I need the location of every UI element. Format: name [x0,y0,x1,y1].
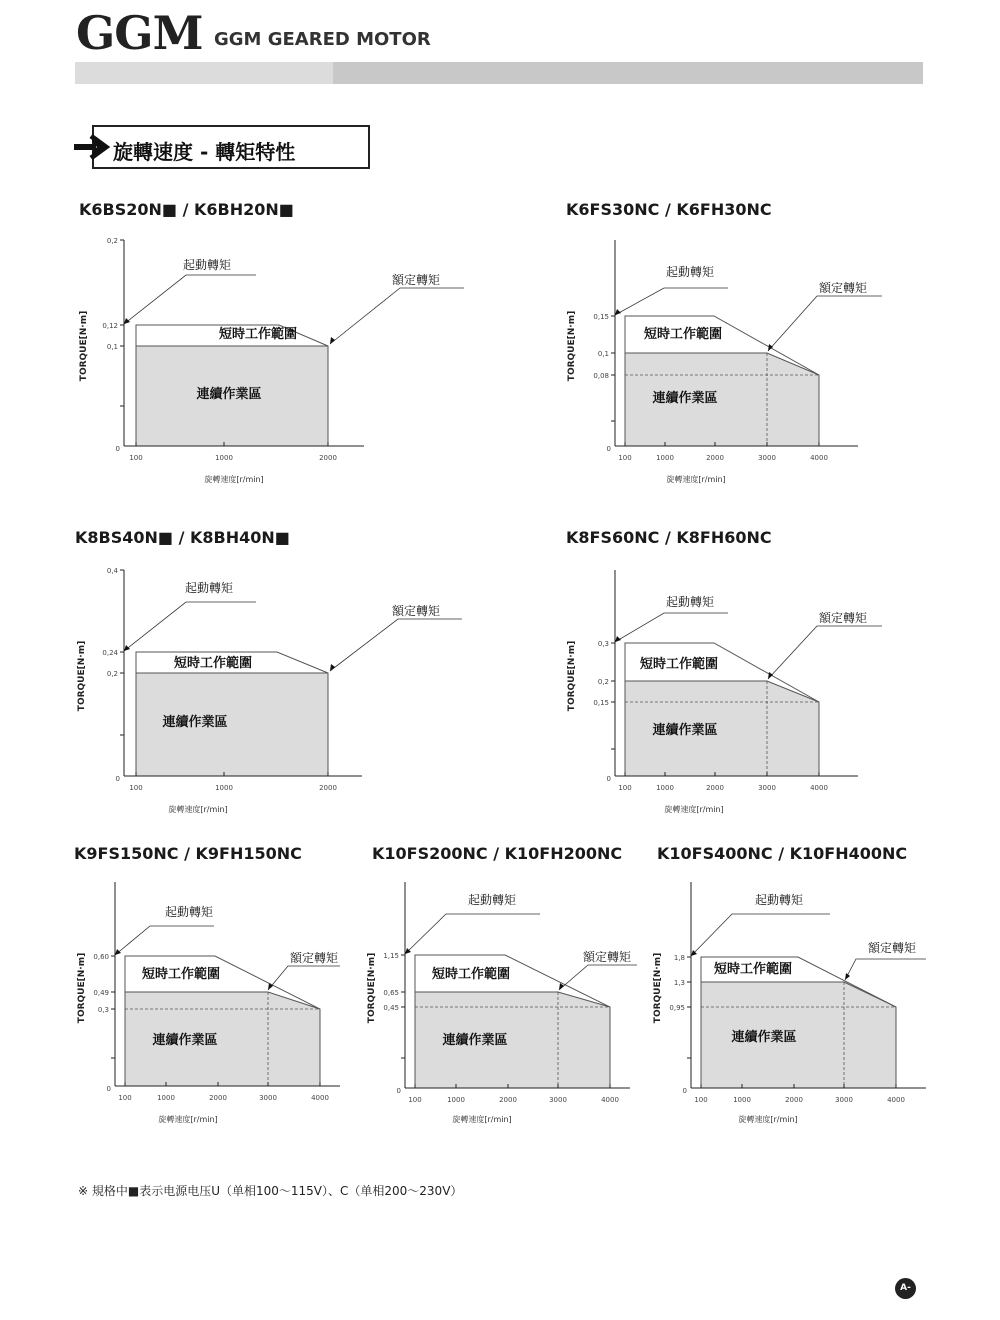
x-tick-label: 2000 [319,454,337,462]
brand-logo: GGM [76,6,203,60]
chart-title-k10b: K10FS400NC / K10FH400NC [657,844,908,863]
chart-title-k6f: K6FS30NC / K6FH30NC [566,200,772,219]
chart-title-k6b: K6BS20N■ / K6BH20N■ [79,200,294,219]
x-tick-label: 3000 [549,1096,567,1104]
x-tick-label: 4000 [601,1096,619,1104]
y-axis-title: TORQUE[N·m] [567,310,577,382]
starting-torque-leader [615,613,728,642]
y-tick-label: 0,12 [102,322,118,330]
footnote: ※ 規格中■表示电源电压U（单相100〜115V）、C（单相200〜230V） [78,1184,463,1198]
x-tick-label: 1000 [656,454,674,462]
rated-torque-leader [768,296,882,351]
header-bar-right [333,62,923,84]
x-tick-label: 100 [618,784,632,792]
x-tick-label: 100 [118,1094,132,1102]
y-axis-title: TORQUE[N·m] [79,310,89,382]
rated-torque-leader [559,965,637,990]
header-bar-left [75,62,333,84]
y-tick-label: 0,1 [106,343,118,351]
y-tick-label: 0,15 [593,699,609,707]
rated-torque-arrowhead [768,672,773,679]
continuous-range-label: 連續作業區 [652,391,718,406]
continuous-area-fill-tail [844,982,896,1088]
y-tick-label: 0,3 [97,1006,109,1014]
starting-torque-leader [615,288,728,315]
starting-torque-leader [115,926,214,955]
y-tick-label: 0,08 [593,372,609,380]
y-tick-label: 0,24 [102,649,118,657]
x-tick-label: 100 [694,1096,708,1104]
x-axis-title: 旋轉速度[r/min] [158,1115,218,1124]
starting-torque-label: 起動轉矩 [468,893,517,907]
x-tick-label: 4000 [887,1096,905,1104]
starting-torque-label: 起動轉矩 [165,905,214,919]
rated-torque-arrowhead [768,344,773,351]
y-tick-label: 0,95 [669,1004,685,1012]
x-tick-label: 4000 [810,454,828,462]
x-tick-label: 2000 [319,784,337,792]
x-tick-label: 100 [618,454,632,462]
x-tick-label: 1000 [157,1094,175,1102]
y-tick-label: 0,2 [106,670,118,678]
x-axis-title: 旋轉速度[r/min] [168,805,228,814]
page-number-badge: A-21 [895,1278,916,1299]
chart-title-k8b: K8BS40N■ / K8BH40N■ [75,528,290,547]
y-tick-label: 1,8 [673,954,685,962]
y-tick-label: 0,2 [597,678,609,686]
x-tick-label: 1000 [447,1096,465,1104]
y-tick-label: 0,2 [106,237,118,245]
continuous-range-label: 連續作業區 [162,715,228,730]
origin-label: 0 [682,1087,687,1095]
brand-subtitle: GGM GEARED MOTOR [214,29,431,50]
y-tick-label: 0,49 [93,989,109,997]
x-tick-label: 1000 [656,784,674,792]
continuous-area-fill-tail [558,992,610,1088]
rated-torque-label: 額定轉矩 [819,611,868,625]
torque-chart-k9f [72,872,352,1134]
starting-torque-leader [124,275,256,324]
origin-label: 0 [115,775,120,783]
x-axis-title: 旋轉速度[r/min] [738,1115,798,1124]
y-axis-title: TORQUE[N·m] [567,640,577,712]
x-tick-label: 1000 [215,784,233,792]
rated-torque-leader [768,626,882,679]
arrow-right-icon [72,132,112,162]
x-tick-label: 2000 [706,784,724,792]
x-tick-label: 2000 [706,454,724,462]
x-tick-label: 3000 [835,1096,853,1104]
starting-torque-label: 起動轉矩 [666,265,715,279]
origin-label: 0 [106,1085,111,1093]
x-axis-title: 旋轉速度[r/min] [452,1115,512,1124]
x-axis-title: 旋轉速度[r/min] [204,475,264,484]
x-tick-label: 2000 [785,1096,803,1104]
starting-torque-leader [691,914,830,956]
starting-torque-arrowhead [124,318,130,324]
y-axis-title: TORQUE[N·m] [653,952,663,1024]
chart-title-k10a: K10FS200NC / K10FH200NC [372,844,623,863]
x-tick-label: 100 [129,784,143,792]
section-title: 旋轉速度 - 轉矩特性 [113,140,296,164]
y-tick-label: 0,1 [597,350,609,358]
starting-torque-leader [405,914,540,954]
short-time-range-label: 短時工作範圍 [432,967,511,982]
starting-torque-label: 起動轉矩 [185,581,234,595]
continuous-range-label: 連續作業區 [152,1033,218,1048]
x-tick-label: 100 [129,454,143,462]
rated-torque-arrowhead [845,973,850,980]
y-tick-label: 0,3 [597,640,609,648]
rated-torque-label: 額定轉矩 [392,273,441,287]
x-tick-label: 100 [408,1096,422,1104]
starting-torque-arrowhead [115,949,121,955]
short-time-range-label: 短時工作範圍 [714,962,793,977]
x-tick-label: 4000 [810,784,828,792]
origin-label: 0 [606,445,611,453]
short-time-range-label: 短時工作範圍 [142,967,221,982]
rated-torque-leader [268,966,340,990]
x-axis-title: 旋轉速度[r/min] [666,475,726,484]
rated-torque-leader [845,959,926,980]
rated-torque-leader [330,619,462,671]
y-axis-title: TORQUE[N·m] [77,640,87,712]
y-tick-label: 1,15 [383,952,399,960]
y-tick-label: 0,15 [593,313,609,321]
starting-torque-label: 起動轉矩 [755,893,804,907]
origin-label: 0 [115,445,120,453]
short-time-range-label: 短時工作範圍 [219,327,298,342]
continuous-range-label: 連續作業區 [652,723,718,738]
chart-title-k9f: K9FS150NC / K9FH150NC [74,844,302,863]
x-tick-label: 3000 [758,784,776,792]
y-tick-label: 0,65 [383,989,399,997]
y-tick-label: 1,3 [673,979,685,987]
starting-torque-label: 起動轉矩 [183,258,232,272]
continuous-area-fill-tail [767,353,819,446]
origin-label: 0 [396,1087,401,1095]
continuous-range-label: 連續作業區 [196,387,262,402]
y-axis-title: TORQUE[N·m] [367,952,377,1024]
x-tick-label: 2000 [499,1096,517,1104]
torque-chart-k10a [362,872,642,1134]
starting-torque-label: 起動轉矩 [666,595,715,609]
x-tick-label: 1000 [215,454,233,462]
rated-torque-label: 額定轉矩 [290,951,339,965]
x-tick-label: 2000 [209,1094,227,1102]
short-time-range-label: 短時工作範圍 [174,656,253,671]
origin-label: 0 [606,775,611,783]
continuous-range-label: 連續作業區 [442,1033,508,1048]
torque-chart-k8b [72,560,472,822]
torque-chart-k6f [562,230,882,492]
continuous-area-fill-tail [767,681,819,776]
rated-torque-arrowhead [330,664,335,671]
y-tick-label: 0,45 [383,1004,399,1012]
rated-torque-label: 額定轉矩 [583,950,632,964]
short-time-range-label: 短時工作範圍 [644,327,723,342]
torque-chart-k10b [648,872,938,1134]
rated-torque-label: 額定轉矩 [819,281,868,295]
x-tick-label: 3000 [259,1094,277,1102]
chart-title-k8f: K8FS60NC / K8FH60NC [566,528,772,547]
y-tick-label: 0,4 [106,567,118,575]
rated-torque-leader [330,288,464,344]
starting-torque-arrowhead [124,645,130,651]
y-tick-label: 0,60 [93,953,109,961]
rated-torque-arrowhead [330,337,335,344]
continuous-range-label: 連續作業區 [731,1030,797,1045]
rated-torque-label: 額定轉矩 [868,941,917,955]
x-tick-label: 4000 [311,1094,329,1102]
rated-torque-label: 額定轉矩 [392,604,441,618]
starting-torque-leader [124,602,256,651]
x-tick-label: 1000 [733,1096,751,1104]
y-axis-title: TORQUE[N·m] [77,952,87,1024]
short-time-range-label: 短時工作範圍 [640,657,719,672]
torque-chart-k8f [562,560,882,822]
x-axis-title: 旋轉速度[r/min] [664,805,724,814]
torque-chart-k6b [74,230,474,492]
x-tick-label: 3000 [758,454,776,462]
